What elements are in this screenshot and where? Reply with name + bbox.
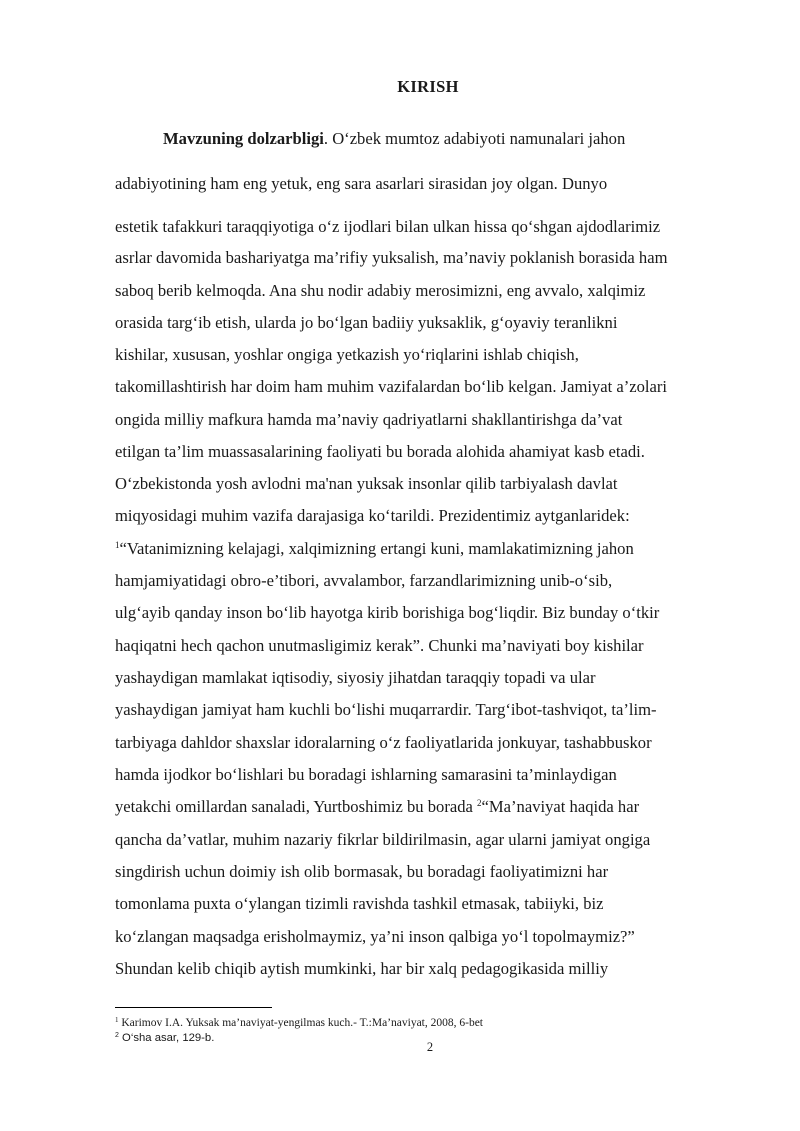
body-line-text: yetakchi omillardan sanaladi, Yurtboshimiz bu borada — [115, 797, 478, 816]
lead-line — [163, 129, 625, 149]
body-line: orasida targ‘ib etish, ularda jo bo‘lgan badiiy yuksaklik, g‘oyaviy teranlikni — [115, 313, 618, 332]
footnote-ref-2: 2 — [477, 798, 482, 808]
footnote-ref-1: 1 — [115, 540, 120, 550]
lead-bold-term: Mavzuning dolzarbligi — [163, 129, 324, 148]
body-line: estetik tafakkuri taraqqiyotiga o‘z ijodlari bilan ulkan hissa qo‘shgan ajdodlarimiz — [115, 217, 661, 236]
body-line: ko‘zlangan maqsadga erisholmaymiz, ya’ni inson qalbiga yo‘l topolmaymiz?” — [115, 927, 635, 946]
footnote-1 — [115, 1016, 483, 1030]
body-line: Shundan kelib chiqib aytish mumkinki, har bir xalq pedagogikasida milliy — [115, 959, 609, 978]
body-line: tomonlama puxta o‘ylangan tizimli ravishda tashkil etmasak, tabiiyki, biz — [115, 894, 604, 913]
footnote-separator — [115, 1007, 272, 1008]
body-line: hamjamiyatidagi obro-e’tibori, avvalambor, farzandlarimizning unib-o‘sib, — [115, 571, 613, 590]
body-line: haqiqatni hech qachon unutmasligimiz kerak”. Chunki ma’naviyati boy kishilar — [115, 636, 644, 655]
lead-text: . O‘zbek mumtoz adabiyoti namunalari jahon — [323, 129, 626, 148]
footnote-mark: 1 — [115, 1016, 119, 1024]
body-line: asrlar davomida bashariyatga ma’rifiy yuksalish, ma’naviy poklanish borasida ham — [115, 248, 668, 267]
body-line: tarbiyaga dahldor shaxslar idoralarning o‘z faoliyatlarida jonkuyar, tashabbuskor — [115, 733, 652, 752]
footnote-mark: 2 — [115, 1032, 119, 1039]
body-line: qancha da’vatlar, muhim nazariy fikrlar bildirilmasin, agar ularni jamiyat ongiga — [115, 830, 651, 849]
body-line: adabiyotining ham eng yetuk, eng sara asarlari sirasidan joy olgan. Dunyo — [115, 174, 608, 193]
footnote-2 — [115, 1031, 214, 1045]
body-line: singdirish uchun doimiy ish olib bormasak, bu boradagi faoliyatimizni har — [115, 862, 609, 881]
body-line: etilgan ta’lim muassasalarining faoliyati bu borada alohida ahamiyat kasb etadi. — [115, 442, 645, 461]
body-line: miqyosidagi muhim vazifa darajasiga ko‘tarildi. Prezidentimiz aytganlaridek: — [115, 506, 630, 525]
body-line-with-note — [115, 797, 639, 817]
body-line: yashaydigan mamlakat iqtisodiy, siyosiy jihatdan taraqqiy topadi va ular — [115, 668, 596, 687]
body-line: takomillashtirish har doim ham muhim vazifalardan bo‘lib kelgan. Jamiyat a’zolari — [115, 377, 668, 396]
footnote-text: O‘sha asar, 129-b. — [118, 1032, 215, 1044]
body-line: O‘zbekistonda yosh avlodni ma'nan yuksak insonlar qilib tarbiyalash davlat — [115, 474, 618, 493]
body-line: ulg‘ayib qanday inson bo‘lib hayotga kirib borishiga bog‘liqdir. Biz bunday o‘tkir — [115, 603, 660, 622]
body-line: saboq berib kelmoqda. Ana shu nodir adabiy merosimizni, eng avvalo, xalqimiz — [115, 281, 646, 300]
page-number: 2 — [426, 1040, 434, 1054]
body-line: ongida milliy mafkura hamda ma’naviy qadriyatlarni shakllantirishga da’vat — [115, 410, 623, 429]
body-line-text: “Vatanimizning kelajagi, xalqimizning ertangi kuni, mamlakatimizning jahon — [119, 539, 634, 558]
body-line-with-note — [115, 539, 634, 559]
footnote-text: Karimov I.A. Yuksak ma’naviyat-yengilmas kuch.- T.:Ma’naviyat, 2008, 6-bet — [118, 1017, 484, 1029]
section-heading: KIRISH — [397, 77, 459, 96]
body-line-tail: “Ma’naviyat haqida har — [481, 797, 640, 816]
body-line: yashaydigan jamiyat ham kuchli bo‘lishi muqarrardir. Targ‘ibot-tashviqot, ta’lim- — [115, 700, 657, 719]
body-line: kishilar, xususan, yoshlar ongiga yetkazish yo‘riqlarini ishlab chiqish, — [115, 345, 579, 364]
body-line: hamda ijodkor bo‘lishlari bu boradagi ishlarning samarasini ta’minlaydigan — [115, 765, 617, 784]
